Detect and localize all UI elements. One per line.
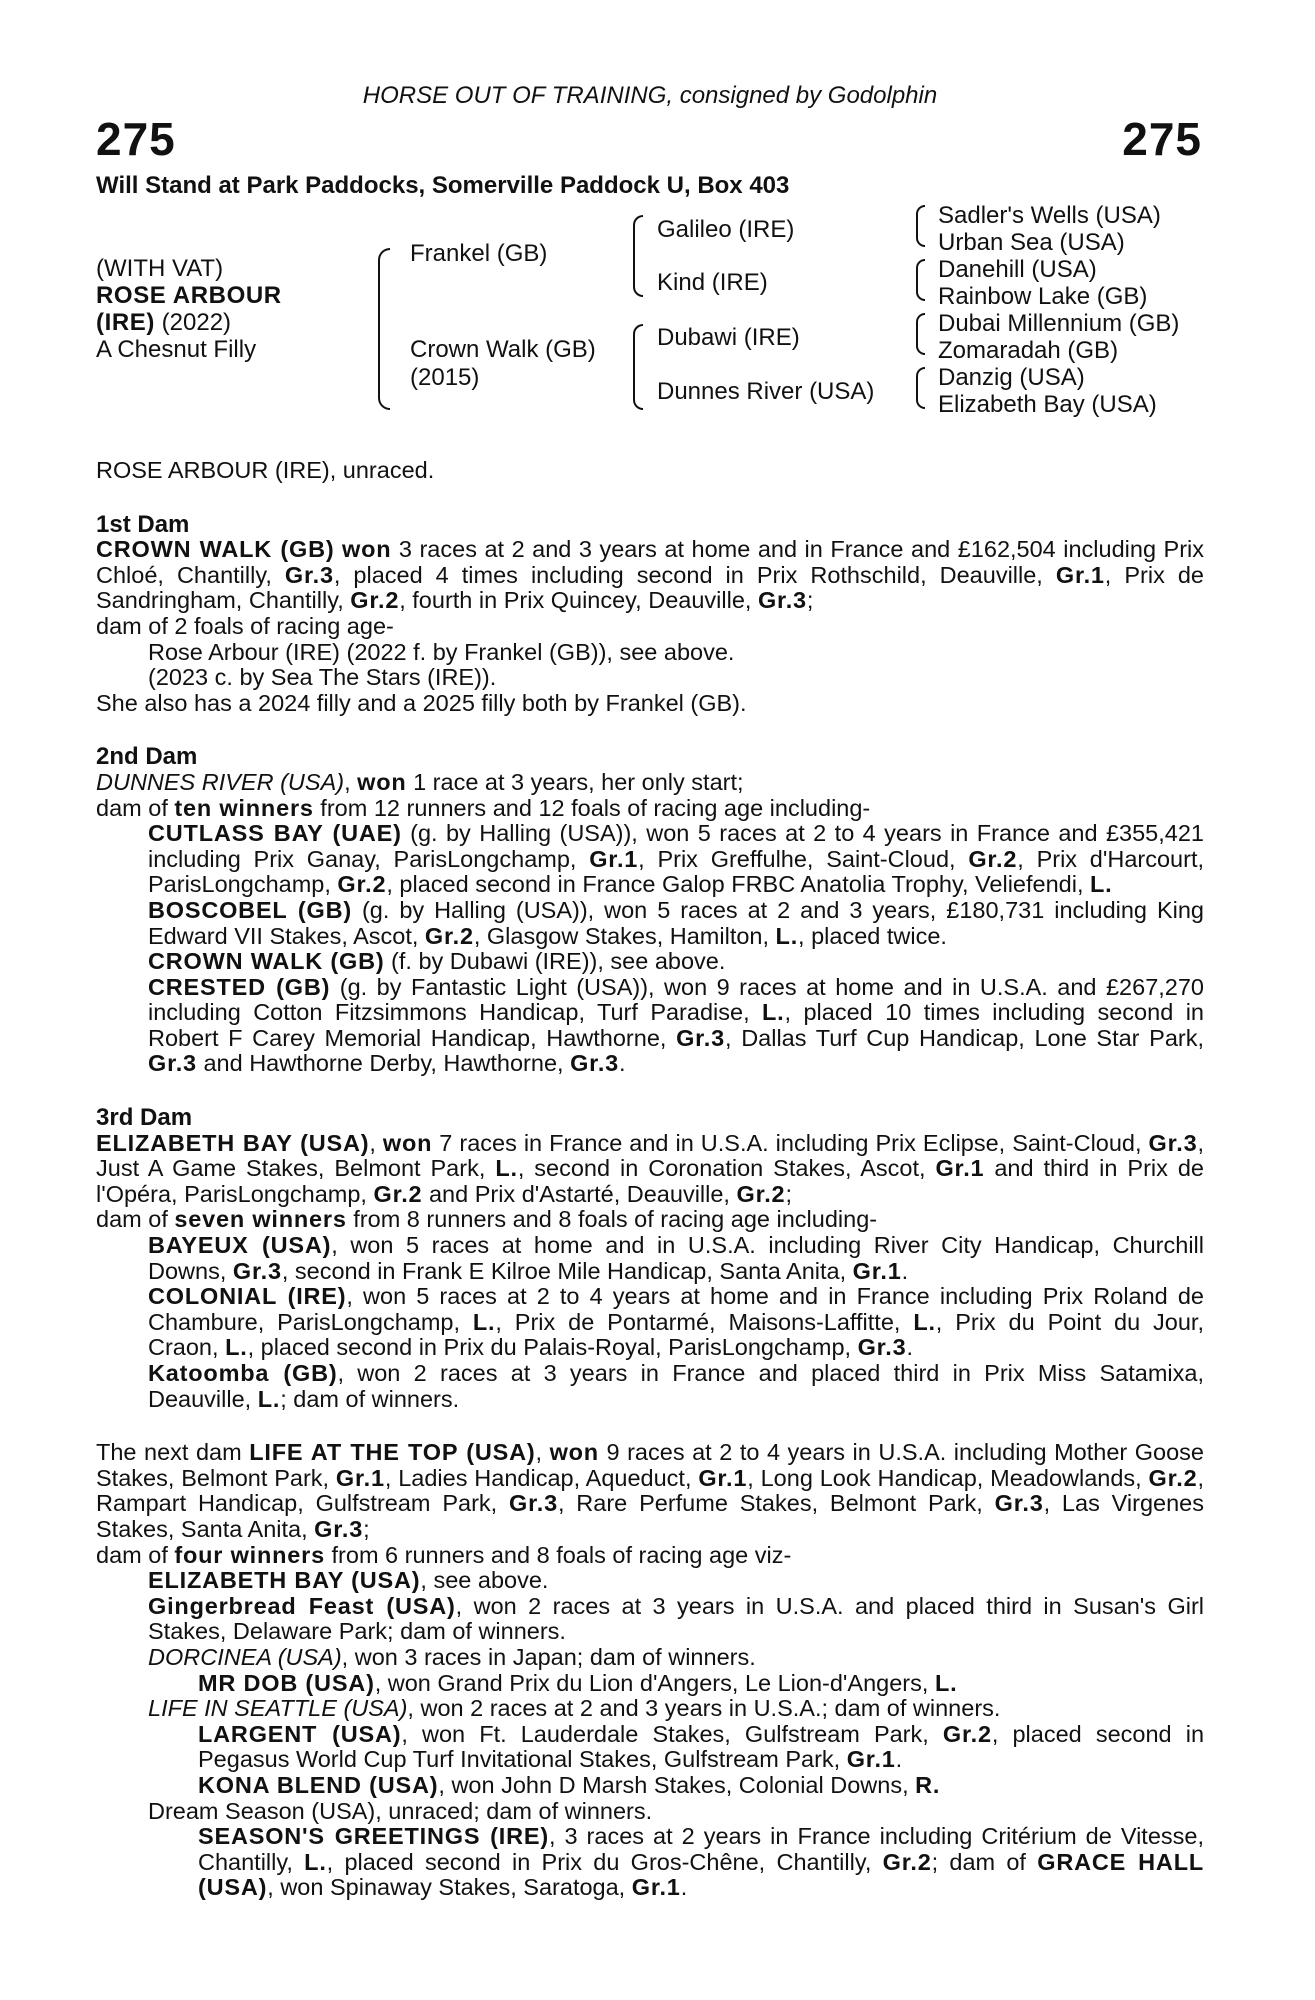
foal-2023: (2023 c. by Sea The Stars (IRE)). [148, 664, 497, 691]
produce-bayeux: BAYEUX (USA), won 5 races at home and in U.S.A. including River City Handicap, Churchill Downs, Gr.3, second in Frank E Kilroe Mile Handicap, Santa Anita, Gr.1. [148, 1232, 1204, 1284]
pedigree-brace-main [378, 248, 390, 410]
produce-katoomba: Katoomba (GB), won 2 races at 3 years in France and placed third in Prix Miss Satamixa, Deauville, L.; dam of winners. [148, 1360, 1204, 1412]
sire-sire: Galileo (IRE) [657, 216, 795, 243]
pedigree-brace-sire [633, 215, 643, 297]
produce-colonial: COLONIAL (IRE), won 5 races at 2 to 4 years at home and in France including Prix Roland de Chambure, ParisLongchamp, L., Prix de Pontarmé, Maisons-Laffitte, L., Prix du Point du Jour, Craon, L., placed second in Prix du Palais-Royal, ParisLongchamp, Gr.3. [148, 1283, 1204, 1361]
catalogue-text [96, 458, 1204, 1901]
horse-year: (2022) [161, 309, 232, 336]
grandsire-1: Sadler's Wells (USA) [938, 202, 1161, 229]
produce-largent: LARGENT (USA), won Ft. Lauderdale Stakes, Gulfstream Park, Gr.2, placed second in Pegasus World Cup Turf Invitational Stakes, Gulfstream Park, Gr.1. [198, 1720, 1205, 1773]
pedigree-brace-g3 [916, 313, 925, 355]
produce-boscobel: BOSCOBEL (GB) (g. by Halling (USA)), won 5 races at 2 and 3 years, £180,731 including King Edward VII Stakes, Ascot, Gr.2, Glasgow Stakes, Hamilton, L., placed twice. [148, 896, 1204, 949]
second-dam-record: DUNNES RIVER (USA), won 1 race at 3 years, her only start; [96, 768, 744, 795]
pedigree-brace-g1 [916, 205, 925, 247]
pedigree-brace-g4 [916, 367, 925, 409]
produce-gingerbread-feast: Gingerbread Feast (USA), won 2 races at 3 years in U.S.A. and placed third in Susan's Girl Stakes, Delaware Park; dam of winners. [148, 1592, 1204, 1645]
lot-number-right: 275 [1122, 113, 1202, 165]
produce-dorcinea: DORCINEA (USA), won 3 races in Japan; dam of winners. [148, 1643, 756, 1670]
consignment-heading: HORSE OUT OF TRAINING, consigned by Godolphin [362, 82, 938, 109]
granddam-1: Urban Sea (USA) [938, 229, 1125, 256]
vat-label: (WITH VAT) [96, 255, 224, 282]
grandsire-2: Danehill (USA) [938, 256, 1097, 283]
unraced-note: ROSE ARBOUR (IRE), unraced. [96, 457, 435, 483]
produce-crested: CRESTED (GB) (g. by Fantastic Light (USA)), won 9 races at home and in U.S.A. and £267,270 including Cotton Fitzsimmons Handicap, Turf Paradise, L., placed 10 times including second in Robert F Carey Memorial Handicap, Hawthorne, Gr.3, Dallas Turf Cup Handicap, Lone Star Park, Gr.3 and Hawthorne Derby, Hawthorne, Gr.3. [148, 973, 1205, 1077]
second-dam-produce: dam of ten winners from 12 runners and 12 foals of racing age including- [96, 794, 871, 821]
grandsire-3: Dubai Millennium (GB) [938, 310, 1180, 337]
next-dam-record: The next dam LIFE AT THE TOP (USA), won 9 races at 2 to 4 years in U.S.A. including Mother Goose Stakes, Belmont Park, Gr.1, Ladies Handicap, Aqueduct, Gr.1, Long Look Handicap, Meadowlands, Gr.2, Rampart Handicap, Gulfstream Park, Gr.3, Rare Perfume Stakes, Belmont Park, Gr.3, Las Virgenes Stakes, Santa Anita, Gr.3; [96, 1439, 1205, 1542]
pedigree-brace-g2 [916, 259, 925, 301]
produce-cutlass-bay: CUTLASS BAY (UAE) (g. by Halling (USA)), won 5 races at 2 to 4 years in France and £355,421 including Prix Ganay, ParisLongchamp, Gr.1, Prix Greffulhe, Saint-Cloud, Gr.2, Prix d'Harcourt, ParisLongchamp, Gr.2, placed second in France Galop FRBC Anatolia Trophy, Veliefendi, L. [148, 820, 1204, 898]
granddam-4: Elizabeth Bay (USA) [938, 391, 1157, 418]
dam-sire: Dubawi (IRE) [657, 324, 800, 351]
first-dam-heading: 1st Dam [96, 510, 190, 538]
produce-kona-blend: KONA BLEND (USA), won John D Marsh Stakes, Colonial Downs, R. [198, 1771, 941, 1798]
foal-2022: Rose Arbour (IRE) (2022 f. by Frankel (GB)), see above. [148, 638, 735, 665]
first-dam-foals: dam of 2 foals of racing age- [96, 612, 394, 639]
granddam-3: Zomaradah (GB) [938, 337, 1119, 364]
lot-number-left: 275 [96, 113, 176, 165]
first-dam-further: She also has a 2024 filly and a 2025 filly both by Frankel (GB). [96, 689, 747, 716]
horse-identity [96, 255, 282, 363]
dam-year: (2015) [410, 364, 480, 391]
produce-elizabeth-bay: ELIZABETH BAY (USA), see above. [148, 1567, 549, 1594]
granddam-2: Rainbow Lake (GB) [938, 283, 1148, 310]
produce-dream-season: Dream Season (USA), unraced; dam of winners. [148, 1797, 653, 1824]
second-dam-heading: 2nd Dam [96, 743, 198, 771]
third-dam-produce: dam of seven winners from 8 runners and 8 foals of racing age including- [96, 1206, 878, 1233]
produce-crown-walk: CROWN WALK (GB) (f. by Dubawi (IRE)), see above. [148, 948, 726, 975]
third-dam-heading: 3rd Dam [96, 1104, 193, 1132]
next-dam-produce: dam of four winners from 6 runners and 8 foals of racing age viz- [96, 1541, 792, 1568]
pedigree-brace-dam [633, 324, 643, 410]
produce-seasons-greetings: SEASON'S GREETINGS (IRE), 3 races at 2 years in France including Critérium de Vitesse, Chantilly, L., placed second in Prix du Gros-Chêne, Chantilly, Gr.2; dam of GRACE HALL (USA), won Spinaway Stakes, Saratoga, Gr.1. [198, 1823, 1205, 1901]
dam-dam: Dunnes River (USA) [657, 378, 875, 405]
produce-mr-dob: MR DOB (USA), won Grand Prix du Lion d'Angers, Le Lion-d'Angers, L. [198, 1669, 958, 1696]
third-dam-record: ELIZABETH BAY (USA), won 7 races in France and in U.S.A. including Prix Eclipse, Saint-Cloud, Gr.3, Just A Game Stakes, Belmont Park, L., second in Coronation Stakes, Ascot, Gr.1 and third in Prix de l'Opéra, ParisLongchamp, Gr.2 and Prix d'Astarté, Deauville, Gr.2; [96, 1129, 1204, 1207]
first-dam-record: CROWN WALK (GB) won 3 races at 2 and 3 years at home and in France and £162,504 including Prix Chloé, Chantilly, Gr.3, placed 4 times including second in Prix Rothschild, Deauville, Gr.1, Prix de Sandringham, Chantilly, Gr.2, fourth in Prix Quincey, Deauville, Gr.3; [96, 536, 1205, 614]
horse-description: A Chesnut Filly [96, 336, 257, 363]
dam: Crown Walk (GB) [410, 336, 596, 363]
horse-country: (IRE) [96, 309, 155, 336]
sire: Frankel (GB) [410, 240, 548, 267]
produce-life-in-seattle: LIFE IN SEATTLE (USA), won 2 races at 2 and 3 years in U.S.A.; dam of winners. [148, 1695, 1001, 1722]
sire-dam: Kind (IRE) [657, 269, 768, 296]
grandsire-4: Danzig (USA) [938, 364, 1085, 391]
standing-location: Will Stand at Park Paddocks, Somerville Paddock U, Box 403 [96, 172, 790, 199]
horse-name: ROSE ARBOUR [96, 282, 282, 309]
